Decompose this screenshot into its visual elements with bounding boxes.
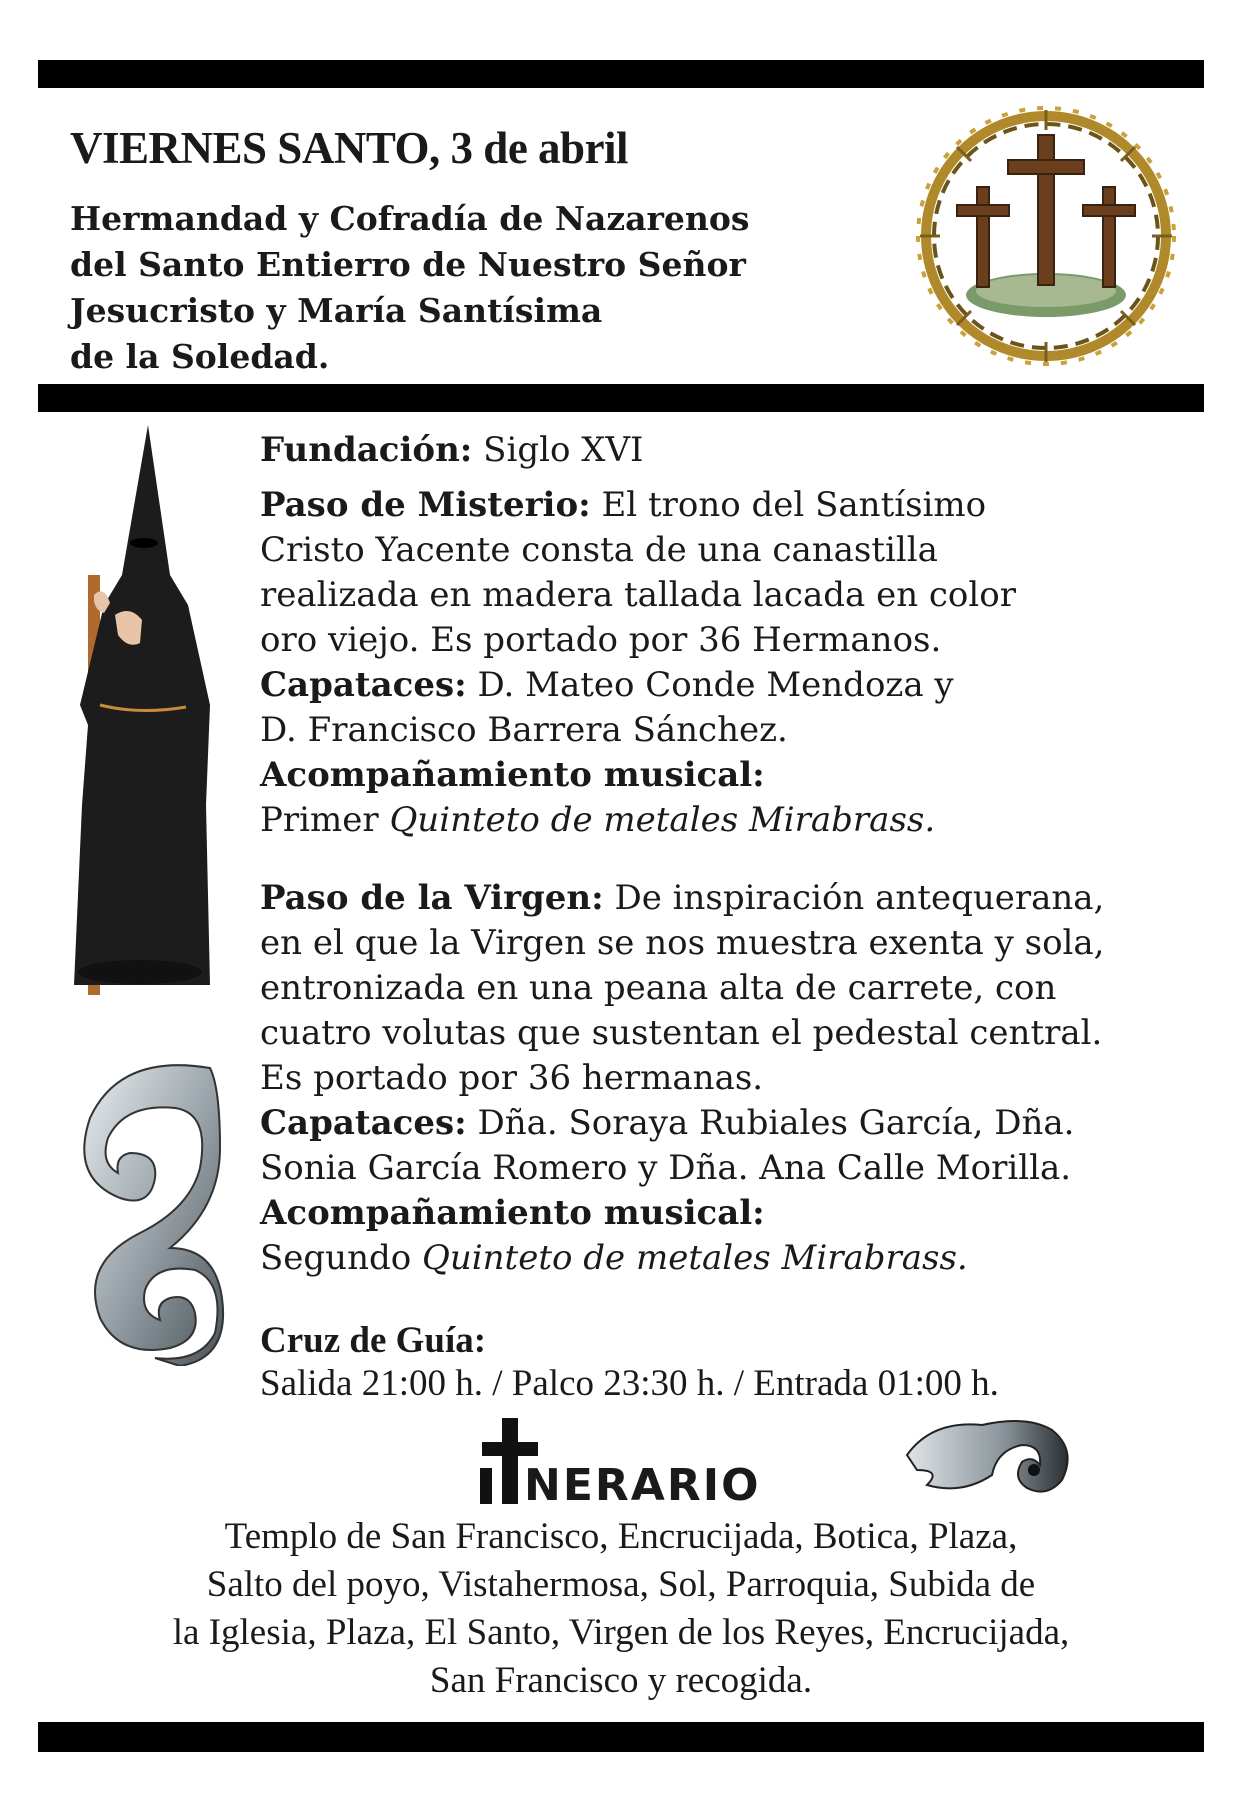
capataces-text: D. Mateo Conde Mendoza y <box>466 665 954 705</box>
musica-name: Quinteto de metales Mirabrass. <box>422 1238 968 1278</box>
middle-black-bar <box>38 384 1204 412</box>
page-title: VIERNES SANTO, 3 de abril <box>70 123 629 173</box>
itinerario-line: la Iglesia, Plaza, El Santo, Virgen de los Reyes, Encrucijada, <box>172 1612 1070 1653</box>
fundacion-label: Fundación: <box>260 430 473 470</box>
top-black-bar <box>38 60 1204 88</box>
organization-line: Jesucristo y María Santísima <box>70 291 603 330</box>
cruz-de-guia-times: Salida 21:00 h. / Palco 23:30 h. / Entrada 01:00 h. <box>260 1363 999 1404</box>
paso-virgen-text: entronizada en una peana alta de carrete, con <box>260 968 1057 1008</box>
paso-misterio-text: realizada en madera tallada lacada en color <box>260 575 1017 615</box>
organization-name <box>70 196 749 380</box>
cruz-de-guia-section <box>260 1318 999 1405</box>
musica-label: Acompañamiento musical: <box>260 1193 765 1233</box>
musica-name: Quinteto de metales Mirabrass. <box>389 800 936 840</box>
fundacion-section <box>260 428 643 473</box>
paso-virgen-label: Paso de la Virgen: <box>260 878 604 918</box>
bottom-black-bar <box>38 1722 1204 1752</box>
capataces-label: Capataces: <box>260 1103 467 1143</box>
itinerario-line: San Francisco y recogida. <box>429 1660 813 1701</box>
capataces-text: Sonia García Romero y Dña. Ana Calle Morilla. <box>260 1148 1072 1188</box>
crown-of-thorns-emblem-icon <box>905 95 1187 377</box>
capataces-label: Capataces: <box>260 665 467 705</box>
organization-line: del Santo Entierro de Nuestro Señor <box>70 245 746 284</box>
cruz-de-guia-label: Cruz de Guía: <box>260 1320 487 1361</box>
organization-line: de la Soledad. <box>70 337 330 376</box>
fundacion-value: Siglo XVI <box>483 430 644 470</box>
paso-misterio-section <box>260 483 1016 843</box>
paso-virgen-section <box>260 876 1105 1281</box>
organization-line: Hermandad y Cofradía de Nazarenos <box>70 199 750 238</box>
paso-misterio-text: oro viejo. Es portado por 36 Hermanos. <box>260 620 942 660</box>
itinerario-line: Templo de San Francisco, Encrucijada, Botica, Plaza, <box>224 1516 1018 1557</box>
paso-virgen-text: cuatro volutas que sustentan el pedestal central. <box>260 1013 1103 1053</box>
paso-misterio-text: El trono del Santísimo <box>590 485 987 525</box>
musica-prefix: Primer <box>260 800 390 840</box>
itinerario-title: NERARIO <box>524 1460 761 1511</box>
paso-virgen-text: Es portado por 36 hermanas. <box>260 1058 764 1098</box>
paso-virgen-text: De inspiración antequerana, <box>603 878 1105 918</box>
acanthus-scroll-ornament-icon <box>60 1058 225 1366</box>
paso-virgen-text: en el que la Virgen se nos muestra exenta y sola, <box>260 923 1105 963</box>
paso-misterio-label: Paso de Misterio: <box>260 485 591 525</box>
acanthus-leaf-ornament-icon <box>902 1410 1077 1500</box>
itinerario-route <box>40 1513 1202 1705</box>
capataces-text: D. Francisco Barrera Sánchez. <box>260 710 788 750</box>
musica-label: Acompañamiento musical: <box>260 755 765 795</box>
capataces-text: Dña. Soraya Rubiales García, Dña. <box>466 1103 1075 1143</box>
musica-prefix: Segundo <box>260 1238 423 1278</box>
nazareno-figure-icon <box>60 425 235 1010</box>
itinerario-line: Salto del poyo, Vistahermosa, Sol, Parroquia, Subida de <box>206 1564 1036 1605</box>
paso-misterio-text: Cristo Yacente consta de una canastilla <box>260 530 938 570</box>
